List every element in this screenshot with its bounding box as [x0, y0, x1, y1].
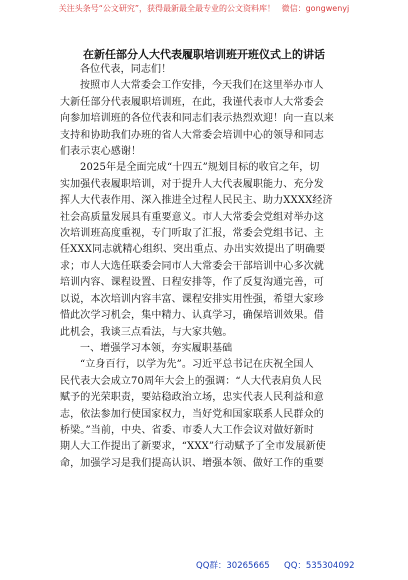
paragraph-line: 实加强代表履职培训，对于提升人大代表履职能力、充分发	[60, 178, 324, 190]
page-header-banner	[0, 0, 408, 18]
paragraph-line: 以说，本次培训内容丰富、课程安排实用性强，希望大家珍	[60, 293, 324, 305]
paragraph-line: 次培训班高度重视，专门听取了汇报，常委会党组书记、主	[60, 228, 324, 240]
paragraph-line: 民代表大会成立70周年大会上的强调：“人大代表肩负人民	[60, 375, 322, 387]
paragraph-line: 2025年是全面完成“十四五”规划目标的收官之年，切	[80, 162, 320, 174]
body-paragraph	[60, 160, 350, 340]
paragraph-line: 惜此次学习机会，集中精力、认真学习，确保培训效果。借	[60, 310, 324, 322]
paragraph-line: 支持和协助我们办班的省人大常委会培训中心的领导和同志	[60, 129, 324, 141]
document-body	[60, 62, 350, 472]
header-follow-text: 关注头条号“公文研究”，获得最新最全最专业的公文资料库！	[58, 4, 276, 13]
body-paragraph	[60, 341, 350, 357]
paragraph-line: 桥梁。”当前，中央、省委、市委人大工作会议对做好新时	[60, 424, 315, 436]
paragraph-line: 挥人大代表作用、深入推进全过程人民民主、助力XXXX经济	[60, 195, 333, 207]
paragraph-line: 任XXX同志就精心组织、突出重点、办出实效提出了明确要	[60, 244, 326, 256]
paragraph-line: 社会高质量发展具有重要意义。市人大常委会党组对举办这	[60, 211, 324, 223]
paragraph-line: 期人大工作提出了新要求，“XXX”行动赋予了全市发展新使	[60, 441, 326, 453]
paragraph-line: 赋予的光荣职责，要站稳政治立场，忠实代表人民利益和意	[60, 392, 324, 404]
paragraph-line: 向参加培训班的各位代表和同志们表示热烈欢迎！向一直以来	[60, 113, 335, 125]
paragraph-line: 们表示衷心感谢！	[60, 146, 142, 158]
document-title: 在新任部分人大代表履职培训班开班仪式上的讲话	[83, 48, 325, 61]
paragraph-line: “立身百行，以学为先”。习近平总书记在庆祝全国人	[80, 359, 314, 371]
paragraph-line: 求；市人大选任联委会同市人大常委会干部培训中心多次就	[60, 260, 324, 272]
body-paragraph	[60, 357, 350, 472]
paragraph-line: 志，依法参加行使国家权力，当好党和国家联系人民群众的	[60, 408, 324, 420]
header-wechat-text: 微信：gongwenyj	[281, 4, 350, 13]
paragraph-line: 一、增强学习本领，夯实履职基础	[80, 342, 233, 354]
paragraph-line: 培训内容、课程设置、日程安排等，作了反复沟通完善，可	[60, 277, 324, 289]
paragraph-line: 命，加强学习是我们提高认识、增强本领、做好工作的重要	[60, 457, 324, 469]
footer-qq-group: QQ群：30265665	[196, 561, 270, 571]
footer-qq-contact: QQ：535304092	[284, 561, 355, 571]
body-paragraph	[60, 78, 350, 160]
paragraph-line: 大新任部分代表履职培训班，在此，我谨代表市人大常委会	[60, 96, 324, 108]
paragraph-list	[60, 78, 350, 472]
page-footer	[0, 559, 408, 575]
salutation: 各位代表，同志们！	[80, 64, 172, 75]
paragraph-line: 此机会，我谈三点看法，与大家共勉。	[60, 326, 233, 338]
paragraph-line: 按照市人大常委会工作安排，今天我们在这里举办市人	[80, 80, 324, 92]
